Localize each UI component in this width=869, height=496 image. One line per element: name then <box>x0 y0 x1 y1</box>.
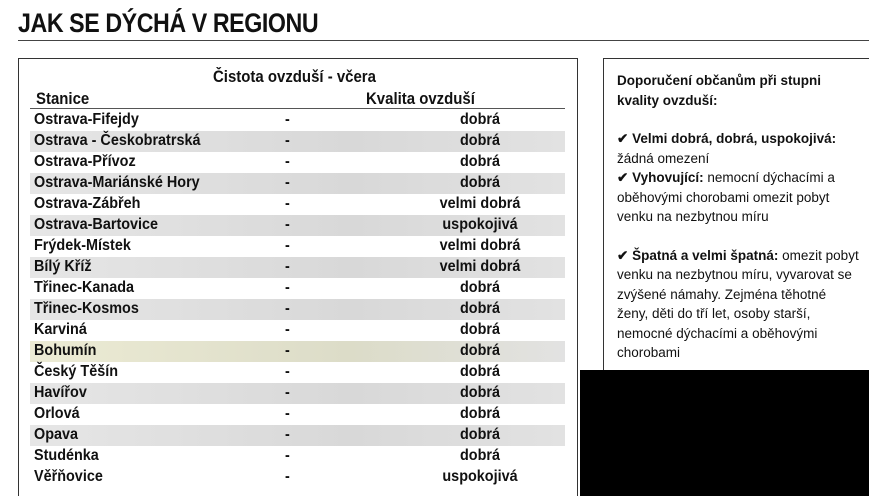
station-rows <box>30 110 565 488</box>
dash: - <box>285 363 290 380</box>
table-row <box>30 131 565 152</box>
air-quality-value: dobrá <box>459 132 500 149</box>
dash: - <box>285 237 290 254</box>
station-name: Bílý Kříž <box>34 258 92 275</box>
air-quality-value: dobrá <box>459 447 500 464</box>
dash: - <box>285 426 290 443</box>
dash: - <box>285 258 290 275</box>
station-name: Orlová <box>34 405 80 422</box>
dash: - <box>285 279 290 296</box>
air-quality-value: uspokojivá <box>442 468 518 485</box>
headline: JAK SE DÝCHÁ V REGIONU <box>18 8 319 38</box>
table-row <box>30 278 565 299</box>
air-quality-value: velmi dobrá <box>439 195 521 212</box>
table-row <box>30 467 565 488</box>
table-row <box>30 320 565 341</box>
air-quality-value: dobrá <box>459 153 500 170</box>
dash: - <box>285 174 290 191</box>
table-row <box>30 299 565 320</box>
station-name: Ostrava-Bartovice <box>34 216 159 233</box>
air-quality-value: dobrá <box>459 300 500 317</box>
air-quality-value: dobrá <box>459 384 500 401</box>
advice-item-1 <box>617 129 861 168</box>
station-name: Studénka <box>34 447 99 464</box>
dash: - <box>285 342 290 359</box>
header-divider <box>30 108 565 109</box>
dash: - <box>285 300 290 317</box>
table-row <box>30 341 565 362</box>
table-row <box>30 362 565 383</box>
table-row <box>30 110 565 131</box>
check-icon: ✔ <box>617 170 629 185</box>
advice-item-3 <box>617 246 861 363</box>
station-name: Třinec-Kosmos <box>34 300 139 317</box>
column-header-quality: Kvalita ovzduší <box>366 89 475 108</box>
advice-item-3-text: omezit pobyt venku na nezbytnou míru, vyvarovat se zvýšené námahy. Zejména těhotné ženy, děti do tří let, osoby starší, nemocné dýchacími a oběhovými chorobami <box>617 247 859 360</box>
table-row <box>30 194 565 215</box>
dash: - <box>285 132 290 149</box>
air-quality-value: dobrá <box>459 405 500 422</box>
air-quality-value: dobrá <box>459 426 500 443</box>
dash: - <box>285 405 290 422</box>
table-row <box>30 152 565 173</box>
air-quality-value: dobrá <box>459 279 500 296</box>
table-row <box>30 236 565 257</box>
station-name: Ostrava - Českobratrská <box>34 132 201 149</box>
table-row <box>30 383 565 404</box>
station-name: Frýdek-Místek <box>34 237 131 254</box>
station-name: Havířov <box>34 384 87 401</box>
station-name: Ostrava-Zábřeh <box>34 195 141 212</box>
station-name: Český Těšín <box>34 363 119 380</box>
dash: - <box>285 384 290 401</box>
table-row <box>30 215 565 236</box>
table-row <box>30 173 565 194</box>
air-quality-value: uspokojivá <box>442 216 518 233</box>
station-name: Opava <box>34 426 79 443</box>
table-row <box>30 446 565 467</box>
air-quality-value: velmi dobrá <box>439 258 521 275</box>
dash: - <box>285 321 290 338</box>
station-name: Karviná <box>34 321 87 338</box>
advice-item-1-text: žádná omezení <box>617 150 710 166</box>
advice-item-2 <box>617 168 861 227</box>
dash: - <box>285 216 290 233</box>
dash: - <box>285 468 290 485</box>
check-icon: ✔ <box>617 247 629 263</box>
station-name: Ostrava-Fifejdy <box>34 111 139 128</box>
station-name: Ostrava-Přívoz <box>34 153 136 170</box>
air-quality-value: dobrá <box>459 363 500 380</box>
table-row <box>30 404 565 425</box>
table-title: Čistota ovzduší - včera <box>213 67 376 86</box>
air-quality-value: dobrá <box>459 111 500 128</box>
advice-item-2-head: Vyhovující: <box>632 170 704 185</box>
dash: - <box>285 195 290 212</box>
dash: - <box>285 153 290 170</box>
column-header-station: Stanice <box>36 89 90 108</box>
air-quality-value: dobrá <box>459 321 500 338</box>
station-name: Ostrava-Mariánské Hory <box>34 174 200 191</box>
advice-item-1-head: Velmi dobrá, dobrá, uspokojivá: <box>632 131 837 146</box>
dash: - <box>285 447 290 464</box>
advice-item-2-text: nemocní dýchacími a oběhovými chorobami omezit pobyt venku na nezbytnou míru <box>617 170 835 224</box>
table-row <box>30 425 565 446</box>
advice-item-3-head: Špatná a velmi špatná: <box>632 247 779 263</box>
headline-rule <box>18 40 869 41</box>
station-name: Věřňovice <box>34 468 103 485</box>
redacted-area <box>580 370 869 496</box>
air-quality-value: velmi dobrá <box>439 237 521 254</box>
advice-intro: Doporučení občanům při stupni kvality ovzduší: <box>617 73 822 108</box>
advice-text <box>617 71 861 363</box>
check-icon: ✔ <box>617 131 629 146</box>
air-quality-value: dobrá <box>459 342 500 359</box>
air-quality-value: dobrá <box>459 174 500 191</box>
dash: - <box>285 111 290 128</box>
station-name: Bohumín <box>34 342 97 359</box>
station-name: Třinec-Kanada <box>34 279 135 296</box>
table-row <box>30 257 565 278</box>
